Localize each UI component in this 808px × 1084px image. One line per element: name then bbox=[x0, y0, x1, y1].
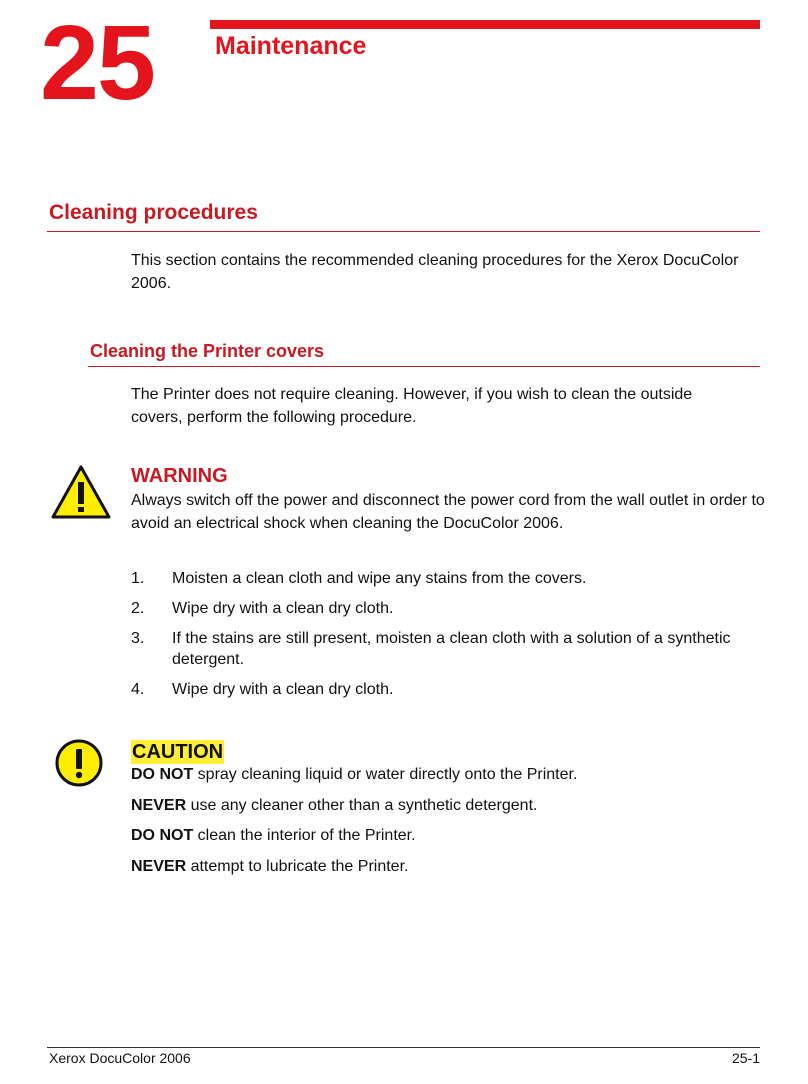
step-number: 4. bbox=[131, 681, 145, 698]
step-number: 1. bbox=[131, 570, 145, 587]
step-text: Wipe dry with a clean dry cloth. bbox=[172, 681, 394, 698]
caution-line bbox=[131, 856, 771, 878]
caution-title: CAUTION bbox=[132, 741, 224, 763]
caution-text: use any cleaner other than a synthetic detergent. bbox=[186, 796, 538, 814]
subsection-divider bbox=[88, 366, 760, 367]
caution-text: clean the interior of the Printer. bbox=[193, 827, 416, 844]
caution-keyword: NEVER bbox=[131, 796, 187, 814]
warning-triangle-icon bbox=[51, 465, 111, 519]
chapter-title: Maintenance bbox=[215, 32, 367, 60]
list-item bbox=[131, 628, 751, 670]
caution-line bbox=[131, 825, 771, 847]
step-text: Wipe dry with a clean dry cloth. bbox=[172, 600, 394, 617]
caution-keyword: DO NOT bbox=[131, 766, 194, 783]
caution-line bbox=[131, 795, 771, 817]
chapter-title-bar bbox=[210, 20, 760, 29]
footer-divider bbox=[47, 1047, 760, 1048]
caution-list bbox=[131, 764, 771, 886]
subsection-heading: Cleaning the Printer covers bbox=[90, 341, 325, 361]
warning-title: WARNING bbox=[131, 465, 228, 487]
list-item bbox=[131, 679, 751, 700]
section-heading: Cleaning procedures bbox=[49, 201, 258, 224]
footer-product: Xerox DocuColor 2006 bbox=[49, 1050, 191, 1066]
section-divider bbox=[47, 231, 760, 232]
caution-line bbox=[131, 764, 771, 786]
chapter-number: 25 bbox=[40, 4, 154, 122]
caution-text: attempt to lubricate the Printer. bbox=[186, 857, 409, 875]
section-intro: This section contains the recommended cleaning procedures for the Xerox DocuColor 2006. bbox=[131, 252, 739, 292]
caution-circle-icon bbox=[54, 738, 104, 788]
caution-keyword: NEVER bbox=[131, 857, 187, 875]
step-text: Moisten a clean cloth and wipe any stains from the covers. bbox=[172, 570, 587, 587]
caution-text: spray cleaning liquid or water directly onto the Printer. bbox=[193, 766, 578, 783]
list-item bbox=[131, 568, 751, 589]
subsection-intro: The Printer does not require cleaning. However, if you wish to clean the outside covers, perform the following procedure. bbox=[131, 386, 693, 426]
step-text: If the stains are still present, moisten a clean cloth with a solution of a synthetic detergent. bbox=[172, 630, 731, 668]
list-item bbox=[131, 598, 751, 619]
warning-text: Always switch off the power and disconnect the power cord from the wall outlet in order to avoid an electrical shock when cleaning the DocuColor 2006. bbox=[131, 492, 765, 532]
caution-keyword: DO NOT bbox=[131, 827, 194, 844]
procedure-steps bbox=[131, 568, 751, 709]
page-number: 25-1 bbox=[731, 1050, 760, 1066]
step-number: 2. bbox=[131, 600, 145, 617]
step-number: 3. bbox=[131, 630, 145, 647]
